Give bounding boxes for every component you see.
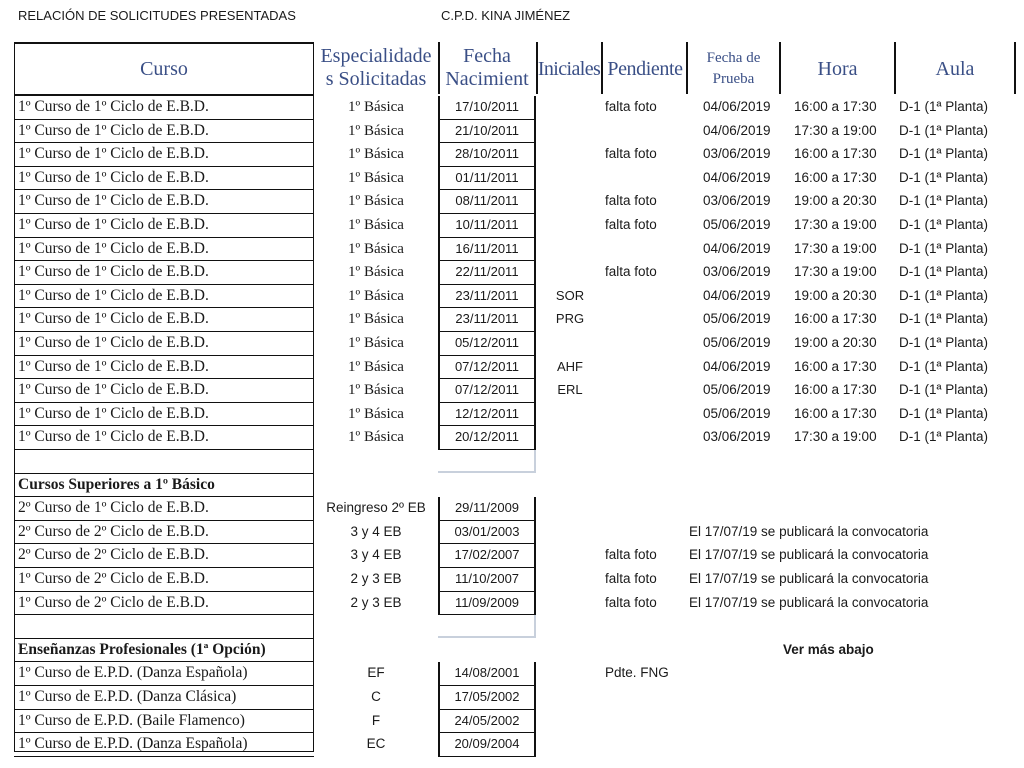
table-row — [0, 332, 1024, 356]
aula-cell: D-1 (1ª Planta) — [899, 193, 989, 209]
fecha-nacimiento-cell: 05/12/2011 — [438, 332, 536, 356]
hora-cell: 17:30 a 19:00 — [794, 429, 877, 445]
table-row — [0, 521, 1024, 545]
curso-cell — [14, 615, 314, 639]
pendiente-cell: falta foto — [605, 547, 657, 563]
table-row — [0, 568, 1024, 592]
curso-cell: 1º Curso de 1º Ciclo de E.B.D. — [14, 167, 314, 191]
fecha-prueba-cell: 04/06/2019 — [703, 99, 771, 114]
aula-cell: D-1 (1ª Planta) — [899, 122, 989, 138]
aula-cell: D-1 (1ª Planta) — [899, 382, 989, 398]
especialidad-cell: 1º Básica — [348, 264, 404, 281]
hora-cell: 17:30 a 19:00 — [794, 264, 877, 280]
convocatoria-note: El 17/07/19 se publicará la convocatoria — [689, 594, 929, 610]
especialidad-cell: 2 y 3 EB — [350, 571, 402, 586]
fecha-nacimiento-cell: 17/02/2007 — [438, 544, 536, 568]
curso-cell: 1º Curso de 1º Ciclo de E.B.D. — [14, 332, 314, 356]
fecha-nacimiento-cell: 17/10/2011 — [438, 96, 536, 120]
especialidad-cell: 1º Básica — [348, 169, 404, 186]
fecha-prueba-cell: 03/06/2019 — [703, 264, 771, 280]
fecha-nacimiento-cell: 01/11/2011 — [438, 167, 536, 191]
column-header-fecha-prueba: Fecha de Prueba — [706, 50, 761, 87]
aula-cell: D-1 (1ª Planta) — [899, 358, 989, 374]
fecha-nacimiento-cell: 20/12/2011 — [438, 426, 536, 450]
iniciales-cell: PRG — [555, 311, 585, 327]
blank-row — [0, 450, 1024, 474]
especialidad-cell: 1º Básica — [348, 99, 404, 115]
iniciales-cell: ERL — [557, 382, 583, 398]
column-header-pendiente: Pendiente — [607, 58, 683, 80]
table-row — [0, 379, 1024, 403]
fecha-prueba-cell: 05/06/2019 — [703, 382, 771, 398]
fecha-nacimiento-cell: 20/09/2004 — [438, 733, 536, 757]
table-row — [0, 238, 1024, 262]
ver-mas-note: Ver más abajo — [783, 641, 874, 657]
hora-cell: 19:00 a 20:30 — [794, 287, 877, 303]
fecha-prueba-cell: 04/06/2019 — [703, 240, 771, 256]
especialidad-cell: EF — [367, 665, 385, 681]
curso-cell: 1º Curso de E.P.D. (Danza Española) — [14, 733, 314, 757]
curso-cell: 1º Curso de E.P.D. (Danza Clásica) — [14, 686, 314, 710]
table-row — [0, 167, 1024, 191]
section-header — [0, 474, 1024, 498]
table-row — [0, 120, 1024, 144]
hora-cell: 16:00 a 17:30 — [794, 169, 877, 185]
fecha-nacimiento-cell: 10/11/2011 — [438, 214, 536, 238]
hora-cell: 19:00 a 20:30 — [794, 193, 877, 209]
curso-cell: 1º Curso de 2º Ciclo de E.B.D. — [14, 568, 314, 592]
curso-cell: 1º Curso de 1º Ciclo de E.B.D. — [14, 238, 314, 262]
table-row — [0, 96, 1024, 120]
especialidad-cell: 1º Básica — [348, 311, 404, 328]
especialidad-cell: 1º Básica — [348, 287, 404, 304]
hora-cell: 16:00 a 17:30 — [794, 382, 877, 398]
fecha-nacimiento-cell: 14/08/2001 — [438, 662, 536, 686]
convocatoria-note: El 17/07/19 se publicará la convocatoria — [689, 523, 929, 539]
aula-cell: D-1 (1ª Planta) — [899, 405, 989, 421]
curso-cell: 1º Curso de E.P.D. (Baile Flamenco) — [14, 710, 314, 734]
curso-cell — [14, 450, 314, 474]
especialidad-cell: 1º Básica — [348, 193, 404, 210]
table-row — [0, 497, 1024, 521]
fecha-nacimiento-cell: 08/11/2011 — [438, 190, 536, 214]
curso-cell: 1º Curso de 2º Ciclo de E.B.D. — [14, 592, 314, 616]
especialidad-cell: 3 y 4 EB — [350, 523, 402, 539]
fecha-nacimiento-cell: 17/05/2002 — [438, 686, 536, 710]
hora-cell: 19:00 a 20:30 — [794, 335, 877, 350]
fecha-prueba-cell: 04/06/2019 — [703, 122, 771, 138]
fecha-nacimiento-cell: 24/05/2002 — [438, 710, 536, 734]
column-header-hora: Hora — [817, 58, 858, 80]
hora-cell: 16:00 a 17:30 — [794, 405, 877, 421]
hora-cell: 17:30 a 19:00 — [794, 217, 877, 232]
table-row — [0, 662, 1024, 686]
curso-cell: 1º Curso de 1º Ciclo de E.B.D. — [14, 285, 314, 309]
section-title: Enseñanzas Profesionales (1ª Opción) — [14, 639, 314, 663]
curso-cell: 1º Curso de 1º Ciclo de E.B.D. — [14, 214, 314, 238]
especialidad-cell: 1º Básica — [348, 335, 404, 351]
column-header-iniciales: Iniciales — [537, 58, 601, 80]
curso-cell: 1º Curso de 1º Ciclo de E.B.D. — [14, 261, 314, 285]
table-row — [0, 592, 1024, 616]
curso-cell: 1º Curso de 1º Ciclo de E.B.D. — [14, 403, 314, 427]
curso-cell: 1º Curso de 1º Ciclo de E.B.D. — [14, 96, 314, 120]
table-row — [0, 426, 1024, 450]
table-row — [0, 733, 1024, 757]
table-row — [0, 544, 1024, 568]
table-row — [0, 261, 1024, 285]
pendiente-cell: falta foto — [605, 264, 657, 280]
table-row — [0, 190, 1024, 214]
section-header — [0, 639, 1024, 663]
fecha-nacimiento-cell: 11/10/2007 — [438, 568, 536, 592]
table-row — [0, 403, 1024, 427]
curso-cell: 2º Curso de 1º Ciclo de E.B.D. — [14, 497, 314, 521]
fecha-gap — [438, 450, 536, 473]
especialidad-cell: 1º Básica — [348, 382, 404, 399]
especialidad-cell: 1º Básica — [348, 122, 404, 139]
header-divider — [1014, 42, 1016, 94]
aula-cell: D-1 (1ª Planta) — [899, 311, 989, 327]
hora-cell: 17:30 a 19:00 — [794, 122, 877, 138]
fecha-prueba-cell: 04/06/2019 — [703, 358, 771, 374]
especialidad-cell: 1º Básica — [348, 146, 404, 163]
hora-cell: 16:00 a 17:30 — [794, 99, 877, 114]
section-title: Cursos Superiores a 1º Básico — [14, 474, 314, 498]
aula-cell: D-1 (1ª Planta) — [899, 169, 989, 185]
aula-cell: D-1 (1ª Planta) — [899, 429, 989, 445]
pendiente-cell: Pdte. FNG — [605, 665, 669, 681]
table-row — [0, 285, 1024, 309]
fecha-nacimiento-cell: 23/11/2011 — [438, 308, 536, 332]
pendiente-cell: falta foto — [605, 594, 657, 610]
fecha-prueba-cell: 03/06/2019 — [703, 429, 771, 445]
aula-cell: D-1 (1ª Planta) — [899, 240, 989, 256]
aula-cell: D-1 (1ª Planta) — [899, 287, 989, 303]
fecha-prueba-cell: 04/06/2019 — [703, 287, 771, 303]
fecha-prueba-cell: 04/06/2019 — [703, 169, 771, 185]
fecha-nacimiento-cell: 07/12/2011 — [438, 379, 536, 403]
column-header-especialidades: Especialidade s Solicitadas — [320, 45, 432, 90]
fecha-nacimiento-cell: 12/12/2011 — [438, 403, 536, 427]
fecha-prueba-cell: 05/06/2019 — [703, 335, 771, 350]
curso-cell: 1º Curso de 1º Ciclo de E.B.D. — [14, 120, 314, 144]
fecha-gap — [438, 615, 536, 638]
fecha-prueba-cell: 03/06/2019 — [703, 193, 771, 209]
curso-cell: 1º Curso de 1º Ciclo de E.B.D. — [14, 143, 314, 167]
curso-cell: 1º Curso de 1º Ciclo de E.B.D. — [14, 356, 314, 380]
pendiente-cell: falta foto — [605, 217, 657, 232]
column-header-aula: Aula — [935, 58, 975, 80]
table-row — [0, 214, 1024, 238]
iniciales-cell: AHF — [557, 358, 583, 374]
table-row — [0, 308, 1024, 332]
column-header-fecha-nacimiento: Fecha Nacimient — [445, 45, 529, 90]
school-name: C.P.D. KINA JIMÉNEZ — [441, 8, 571, 23]
curso-cell: 2º Curso de 2º Ciclo de E.B.D. — [14, 521, 314, 545]
curso-cell: 1º Curso de 1º Ciclo de E.B.D. — [14, 426, 314, 450]
table-row — [0, 710, 1024, 734]
convocatoria-note: El 17/07/19 se publicará la convocatoria — [689, 571, 929, 586]
curso-cell: 2º Curso de 2º Ciclo de E.B.D. — [14, 544, 314, 568]
document-title: RELACIÓN DE SOLICITUDES PRESENTADAS — [18, 8, 296, 23]
aula-cell: D-1 (1ª Planta) — [899, 146, 989, 162]
pendiente-cell: falta foto — [605, 571, 657, 586]
pendiente-cell: falta foto — [605, 193, 657, 209]
aula-cell: D-1 (1ª Planta) — [899, 99, 989, 114]
fecha-nacimiento-cell: 29/11/2009 — [438, 497, 536, 521]
curso-cell: 1º Curso de 1º Ciclo de E.B.D. — [14, 190, 314, 214]
especialidad-cell: 2 y 3 EB — [350, 594, 402, 610]
table-row — [0, 686, 1024, 710]
fecha-prueba-cell: 05/06/2019 — [703, 311, 771, 327]
especialidad-cell: 3 y 4 EB — [350, 547, 402, 563]
blank-row — [0, 615, 1024, 639]
hora-cell: 17:30 a 19:00 — [794, 240, 877, 256]
especialidad-cell: 1º Básica — [348, 429, 404, 446]
especialidad-cell: 1º Básica — [348, 405, 404, 422]
fecha-nacimiento-cell: 16/11/2011 — [438, 238, 536, 262]
fecha-nacimiento-cell: 11/09/2009 — [438, 592, 536, 616]
fecha-nacimiento-cell: 23/11/2011 — [438, 285, 536, 309]
fecha-nacimiento-cell: 03/01/2003 — [438, 521, 536, 545]
fecha-prueba-cell: 05/06/2019 — [703, 217, 771, 232]
hora-cell: 16:00 a 17:30 — [794, 358, 877, 374]
convocatoria-note: El 17/07/19 se publicará la convocatoria — [689, 547, 929, 563]
curso-cell: 1º Curso de 1º Ciclo de E.B.D. — [14, 379, 314, 403]
especialidad-cell: C — [371, 689, 381, 704]
curso-cell: 1º Curso de 1º Ciclo de E.B.D. — [14, 308, 314, 332]
pendiente-cell: falta foto — [605, 99, 657, 114]
curso-cell: 1º Curso de E.P.D. (Danza Española) — [14, 662, 314, 686]
hora-cell: 16:00 a 17:30 — [794, 311, 877, 327]
especialidad-cell: 1º Básica — [348, 358, 404, 375]
iniciales-cell: SOR — [555, 287, 585, 303]
column-header-curso: Curso — [140, 58, 188, 80]
fecha-nacimiento-cell: 21/10/2011 — [438, 120, 536, 144]
especialidad-cell: 1º Básica — [348, 240, 404, 257]
fecha-prueba-cell: 03/06/2019 — [703, 146, 771, 162]
table-row — [0, 356, 1024, 380]
pendiente-cell: falta foto — [605, 146, 657, 162]
aula-cell: D-1 (1ª Planta) — [899, 335, 989, 350]
fecha-nacimiento-cell: 07/12/2011 — [438, 356, 536, 380]
aula-cell: D-1 (1ª Planta) — [899, 217, 989, 232]
hora-cell: 16:00 a 17:30 — [794, 146, 877, 162]
especialidad-cell: Reingreso 2º EB — [326, 500, 426, 516]
especialidad-cell: EC — [366, 736, 386, 752]
fecha-nacimiento-cell: 22/11/2011 — [438, 261, 536, 285]
especialidad-cell: F — [371, 712, 381, 728]
fecha-nacimiento-cell: 28/10/2011 — [438, 143, 536, 167]
table-row — [0, 143, 1024, 167]
fecha-prueba-cell: 05/06/2019 — [703, 405, 771, 421]
aula-cell: D-1 (1ª Planta) — [899, 264, 989, 280]
especialidad-cell: 1º Básica — [348, 217, 404, 233]
